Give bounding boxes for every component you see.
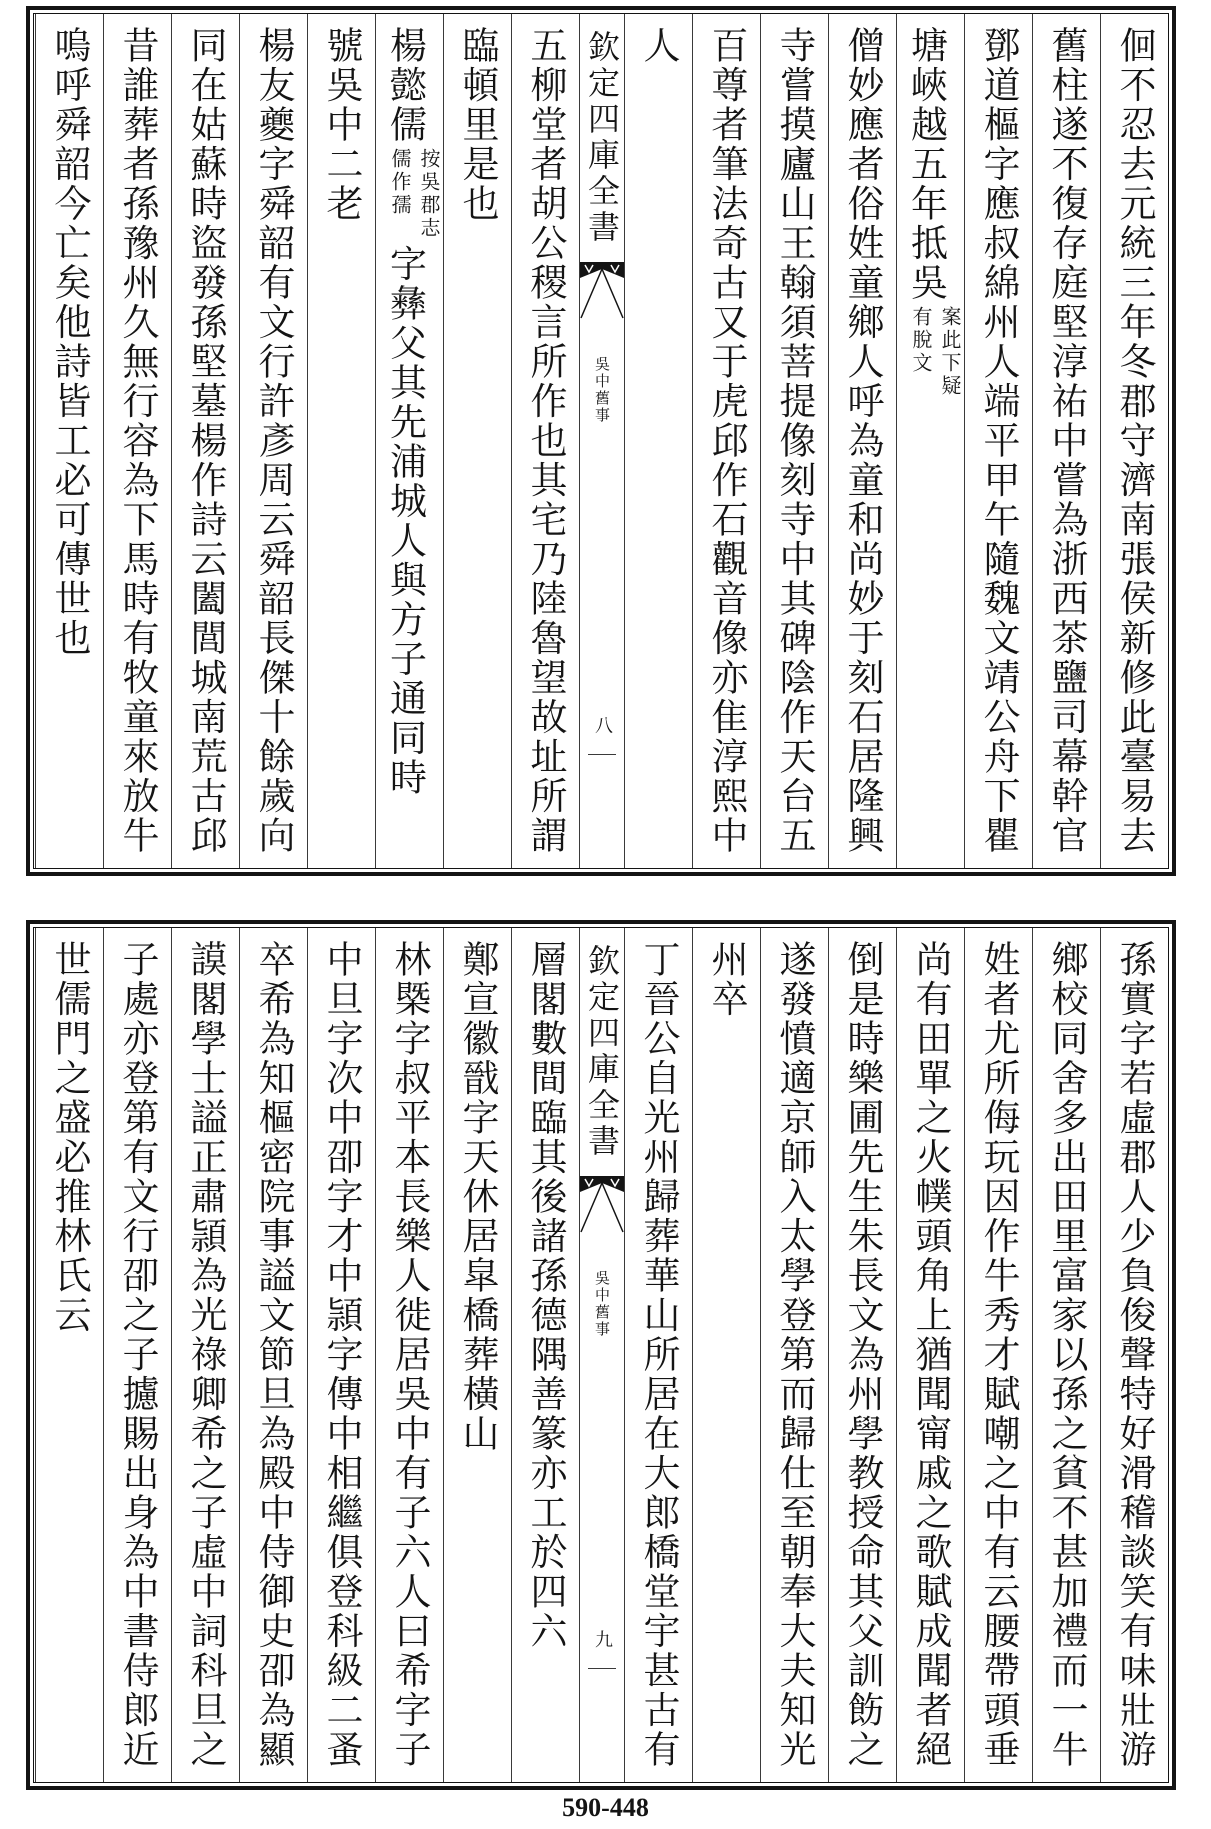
- text-column: 鄧道樞字應叔綿州人端平甲午隨魏文靖公舟下瞿: [964, 14, 1032, 868]
- text-column: 僧妙應者俗姓童鄉人呼為童和尚妙于刻石居隆興: [828, 14, 896, 868]
- text-column: 子處亦登第有文行卲之子攄賜出身為中書侍郎近: [103, 928, 171, 1782]
- leaf-number: 八: [592, 716, 613, 734]
- spine-series-title: 欽定四庫全書: [583, 944, 621, 1160]
- text-frame: [33, 13, 1169, 869]
- spine-book-title: 吳中舊事: [593, 1270, 611, 1338]
- text-column: 百尊者筆法奇古又于虎邱作石觀音像亦隹淳熙中: [692, 14, 760, 868]
- text-frame: [33, 927, 1169, 1783]
- text-column: 昔誰葬者孫豫州久無行容為下馬時有牧童來放牛: [103, 14, 171, 868]
- text-column: 嗚呼舜韶今亡矣他詩皆工必可傳世也: [35, 14, 103, 868]
- spine-rule: [588, 1668, 616, 1669]
- annotation-line: 按吳郡志: [417, 147, 441, 240]
- text-column: 鄭宣徽戩字天休居皐橋葬橫山: [443, 928, 511, 1782]
- text-column: [375, 14, 443, 868]
- text-column: 楊友夔字舜韶有文行許彥周云舜韶長傑十餘歲向: [239, 14, 307, 868]
- center-fold-spine: [579, 928, 624, 1782]
- annotation-line: 有脫文: [909, 305, 933, 375]
- text-column: 尚有田單之火幞頭角上猶聞甯戚之歌賦成聞者絕: [896, 928, 964, 1782]
- page-number: 590-448: [562, 1793, 649, 1822]
- text-column: 姓者尤所侮玩因作牛秀才賦嘲之中有云腰帶頭垂: [964, 928, 1032, 1782]
- text-column: 佪不忍去元統三年冬郡守濟南張侯新修此臺易去: [1100, 14, 1168, 868]
- text-column: 卒希為知樞密院事謚文節旦為殿中侍御史卲為顯: [239, 928, 307, 1782]
- upper-leaf-panel: [26, 6, 1176, 876]
- text-column: 中旦字次中卲字才中頴字傳中相繼俱登科級二蚤: [307, 928, 375, 1782]
- text-column: 遂發憤適京師入太學登第而歸仕至朝奉大夫知光: [760, 928, 828, 1782]
- interlinear-annotation: [385, 148, 443, 240]
- interlinear-annotation: [906, 306, 964, 398]
- text-column: 謨閣學士謚正肅頴為光祿卿希之子虛中詞科旦之: [171, 928, 239, 1782]
- annotation-line: 儒作孺: [388, 147, 412, 217]
- text-column: 鄉校同舍多出田里富家以孫之貧不甚加禮而一牛: [1032, 928, 1100, 1782]
- text-column: [896, 14, 964, 868]
- text-column: 孫實字若虛郡人少負俊聲特好滑稽談笑有味壯游: [1100, 928, 1168, 1782]
- text-column: 五柳堂者胡公稷言所作也其宅乃陸魯望故址所謂: [511, 14, 579, 868]
- spine-rule: [588, 754, 616, 755]
- text-column: 層閣數間臨其後諸孫德隅善篆亦工於四六: [511, 928, 579, 1782]
- spine-book-title: 吳中舊事: [593, 356, 611, 424]
- text-column: 寺嘗摸廬山王翰須菩提像刻寺中其碑陰作天台五: [760, 14, 828, 868]
- text-column: 丁晉公自光州歸葬華山所居在大郎橋堂宇甚古有: [624, 928, 692, 1782]
- text-column: 倒是時樂圃先生朱長文為州學教授命其父訓飭之: [828, 928, 896, 1782]
- spine-series-title: 欽定四庫全書: [583, 30, 621, 246]
- column-text: 楊懿儒: [383, 26, 427, 145]
- text-column: 人: [624, 14, 692, 868]
- column-text: 塘峽越五年抵吳: [904, 26, 948, 303]
- fishtail-ornament-icon: [580, 1176, 624, 1234]
- center-fold-spine: [579, 14, 624, 868]
- text-column: 臨頓里是也: [443, 14, 511, 868]
- text-column: 世儒門之盛必推林氏云: [35, 928, 103, 1782]
- text-column: 州卒: [692, 928, 760, 1782]
- text-column: 舊柱遂不復存庭堅淳祐中嘗為浙西茶鹽司幕幹官: [1032, 14, 1100, 868]
- text-column: 林槩字叔平本長樂人徙居吳中有子六人曰希字子: [375, 928, 443, 1782]
- text-column: 號吳中二老: [307, 14, 375, 868]
- annotation-line: 案此下疑: [938, 305, 962, 398]
- leaf-number: 九: [592, 1630, 613, 1648]
- text-column: 同在姑蘇時盜發孫堅墓楊作詩云闔閭城南荒古邱: [171, 14, 239, 868]
- column-text: 字彝父其先浦城人與方子通同時: [383, 244, 427, 798]
- fishtail-ornament-icon: [580, 262, 624, 320]
- lower-leaf-panel: [26, 920, 1176, 1790]
